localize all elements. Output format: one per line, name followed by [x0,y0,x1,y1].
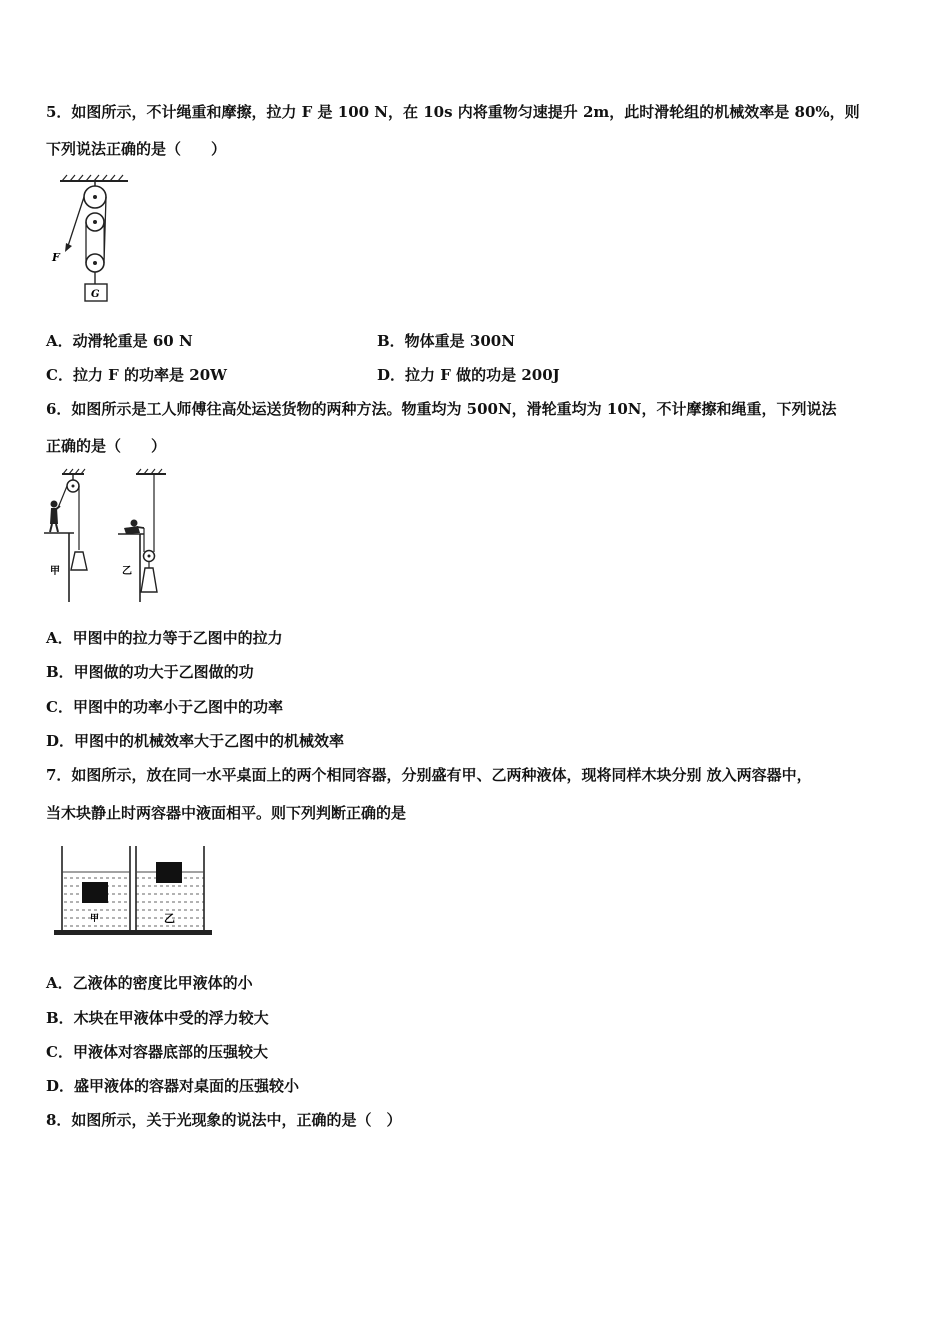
q7-option-d: D．盛甲液体的容器对桌面的压强较小 [46,1077,300,1095]
q7-option-c: C．甲液体对容器底部的压强较大 [46,1043,268,1061]
q5-pulley-figure [46,172,136,306]
q7-option-b: B．木块在甲液体中受的浮力较大 [46,1009,269,1027]
q7-container-figure [52,842,214,940]
q6-option-c: C．甲图中的功率小于乙图中的功率 [46,698,283,716]
q6-option-b: B．甲图做的功大于乙图做的功 [46,663,254,681]
weight-label-g: G [91,289,100,300]
q5-option-d: D．拉力 F 做的功是 200J [377,366,560,384]
q5-option-a: A．动滑轮重是 60 N [46,332,193,350]
q7-stem-line2: 当木块静止时两容器中液面相平。则下列判断正确的是 [46,804,407,822]
q5-stem-line2: 下列说法正确的是（ ） [46,140,227,158]
label-yi: 乙 [122,566,132,577]
q6-option-a: A．甲图中的拉力等于乙图中的拉力 [46,629,283,647]
q6-stem-line2: 正确的是（ ） [46,437,167,455]
label-jia: 甲 [90,914,100,924]
q5-option-b: B．物体重是 300N [377,332,515,350]
label-yi: 乙 [164,912,175,925]
force-label-f: F [52,251,60,264]
q6-stem-line1: 6．如图所示是工人师傅往高处运送货物的两种方法。物重均为 500N，滑轮重均为 10N，不计摩擦和绳重，下列说法 [46,400,837,418]
q7-option-a: A．乙液体的密度比甲液体的小 [46,974,253,992]
q5-stem-line1: 5．如图所示，不计绳重和摩擦，拉力 F 是 100 N，在 10s 内将重物匀速提升 2m，此时滑轮组的机械效率是 80%，则 [46,103,860,121]
q6-option-d: D．甲图中的机械效率大于乙图中的机械效率 [46,732,345,750]
label-jia: 甲 [50,566,60,577]
q6-worker-figure [44,466,174,606]
q7-stem-line1: 7．如图所示，放在同一水平桌面上的两个相同容器，分别盛有甲、乙两种液体，现将同样木块分别 放入两容器中， [46,766,812,784]
q8-stem-line1: 8．如图所示，关于光现象的说法中，正确的是（ ） [46,1111,402,1129]
q5-option-c: C．拉力 F 的功率是 20W [46,366,227,384]
